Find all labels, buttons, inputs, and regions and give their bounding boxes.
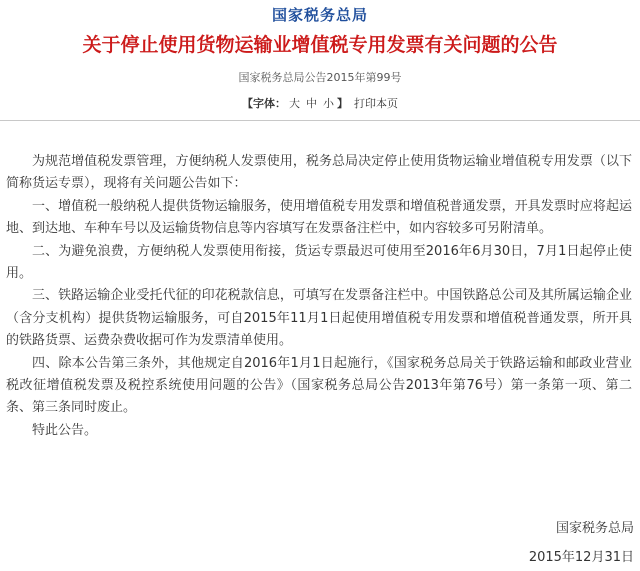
announcement-body (6, 151, 632, 442)
header-divider (0, 120, 640, 121)
page-title: 关于停止使用货物运输业增值税专用发票有关问题的公告 (82, 34, 558, 56)
agency-name: 国家税务总局 (271, 6, 368, 24)
font-size-small-link[interactable]: 小 (323, 97, 334, 110)
font-size-medium-link[interactable]: 中 (306, 97, 317, 110)
intro-paragraph: 为规范增值税发票管理，方便纳税人发票使用，税务总局决定停止使用货物运输业增值税专用发票（以下简称货运专票），现将有关问题公告如下： (6, 154, 632, 192)
font-size-label: 字体： (253, 97, 286, 110)
document-number: 国家税务总局公告2015年第99号 (238, 71, 402, 84)
open-bracket: 【 (242, 97, 253, 110)
clause-3-paragraph: 三、铁路运输企业受托代征的印花税款信息，可填写在发票备注栏中。中国铁路总公司及其所属运输企业（含分支机构）提供货物运输服务，可自2015年11月1日起使用增值税专用发票和增值税普通发票，所开具的铁路货票、运费杂费收据可作为发票清单使用。 (6, 288, 632, 349)
closing-paragraph: 特此公告。 (32, 422, 98, 438)
signature-agency: 国家税务总局 (555, 521, 634, 536)
print-page-link[interactable]: 打印本页 (354, 97, 398, 110)
font-size-toolbar (0, 95, 640, 111)
close-bracket: 】 (337, 97, 348, 110)
font-size-large-link[interactable]: 大 (289, 97, 300, 110)
clause-2-paragraph: 二、为避免浪费，方便纳税人发票使用衔接，货运专票最迟可使用至2016年6月30日，7月1日起停止使用。 (6, 243, 632, 282)
clause-1-paragraph: 一、增值税一般纳税人提供货物运输服务，使用增值税专用发票和增值税普通发票，开具发票时应将起运地、到达地、车种车号以及运输货物信息等内容填写在发票备注栏中，如内容较多可另附清单。 (6, 198, 632, 237)
signature-date: 2015年12月31日 (528, 550, 634, 565)
clause-4-paragraph: 四、除本公告第三条外，其他规定自2016年1月1日起施行，《国家税务总局关于铁路运输和邮政业营业税改征增值税发票及税控系统使用问题的公告》（国家税务总局公告2013年第76号）第一条第一项、第二条、第三条同时废止。 (6, 355, 632, 416)
